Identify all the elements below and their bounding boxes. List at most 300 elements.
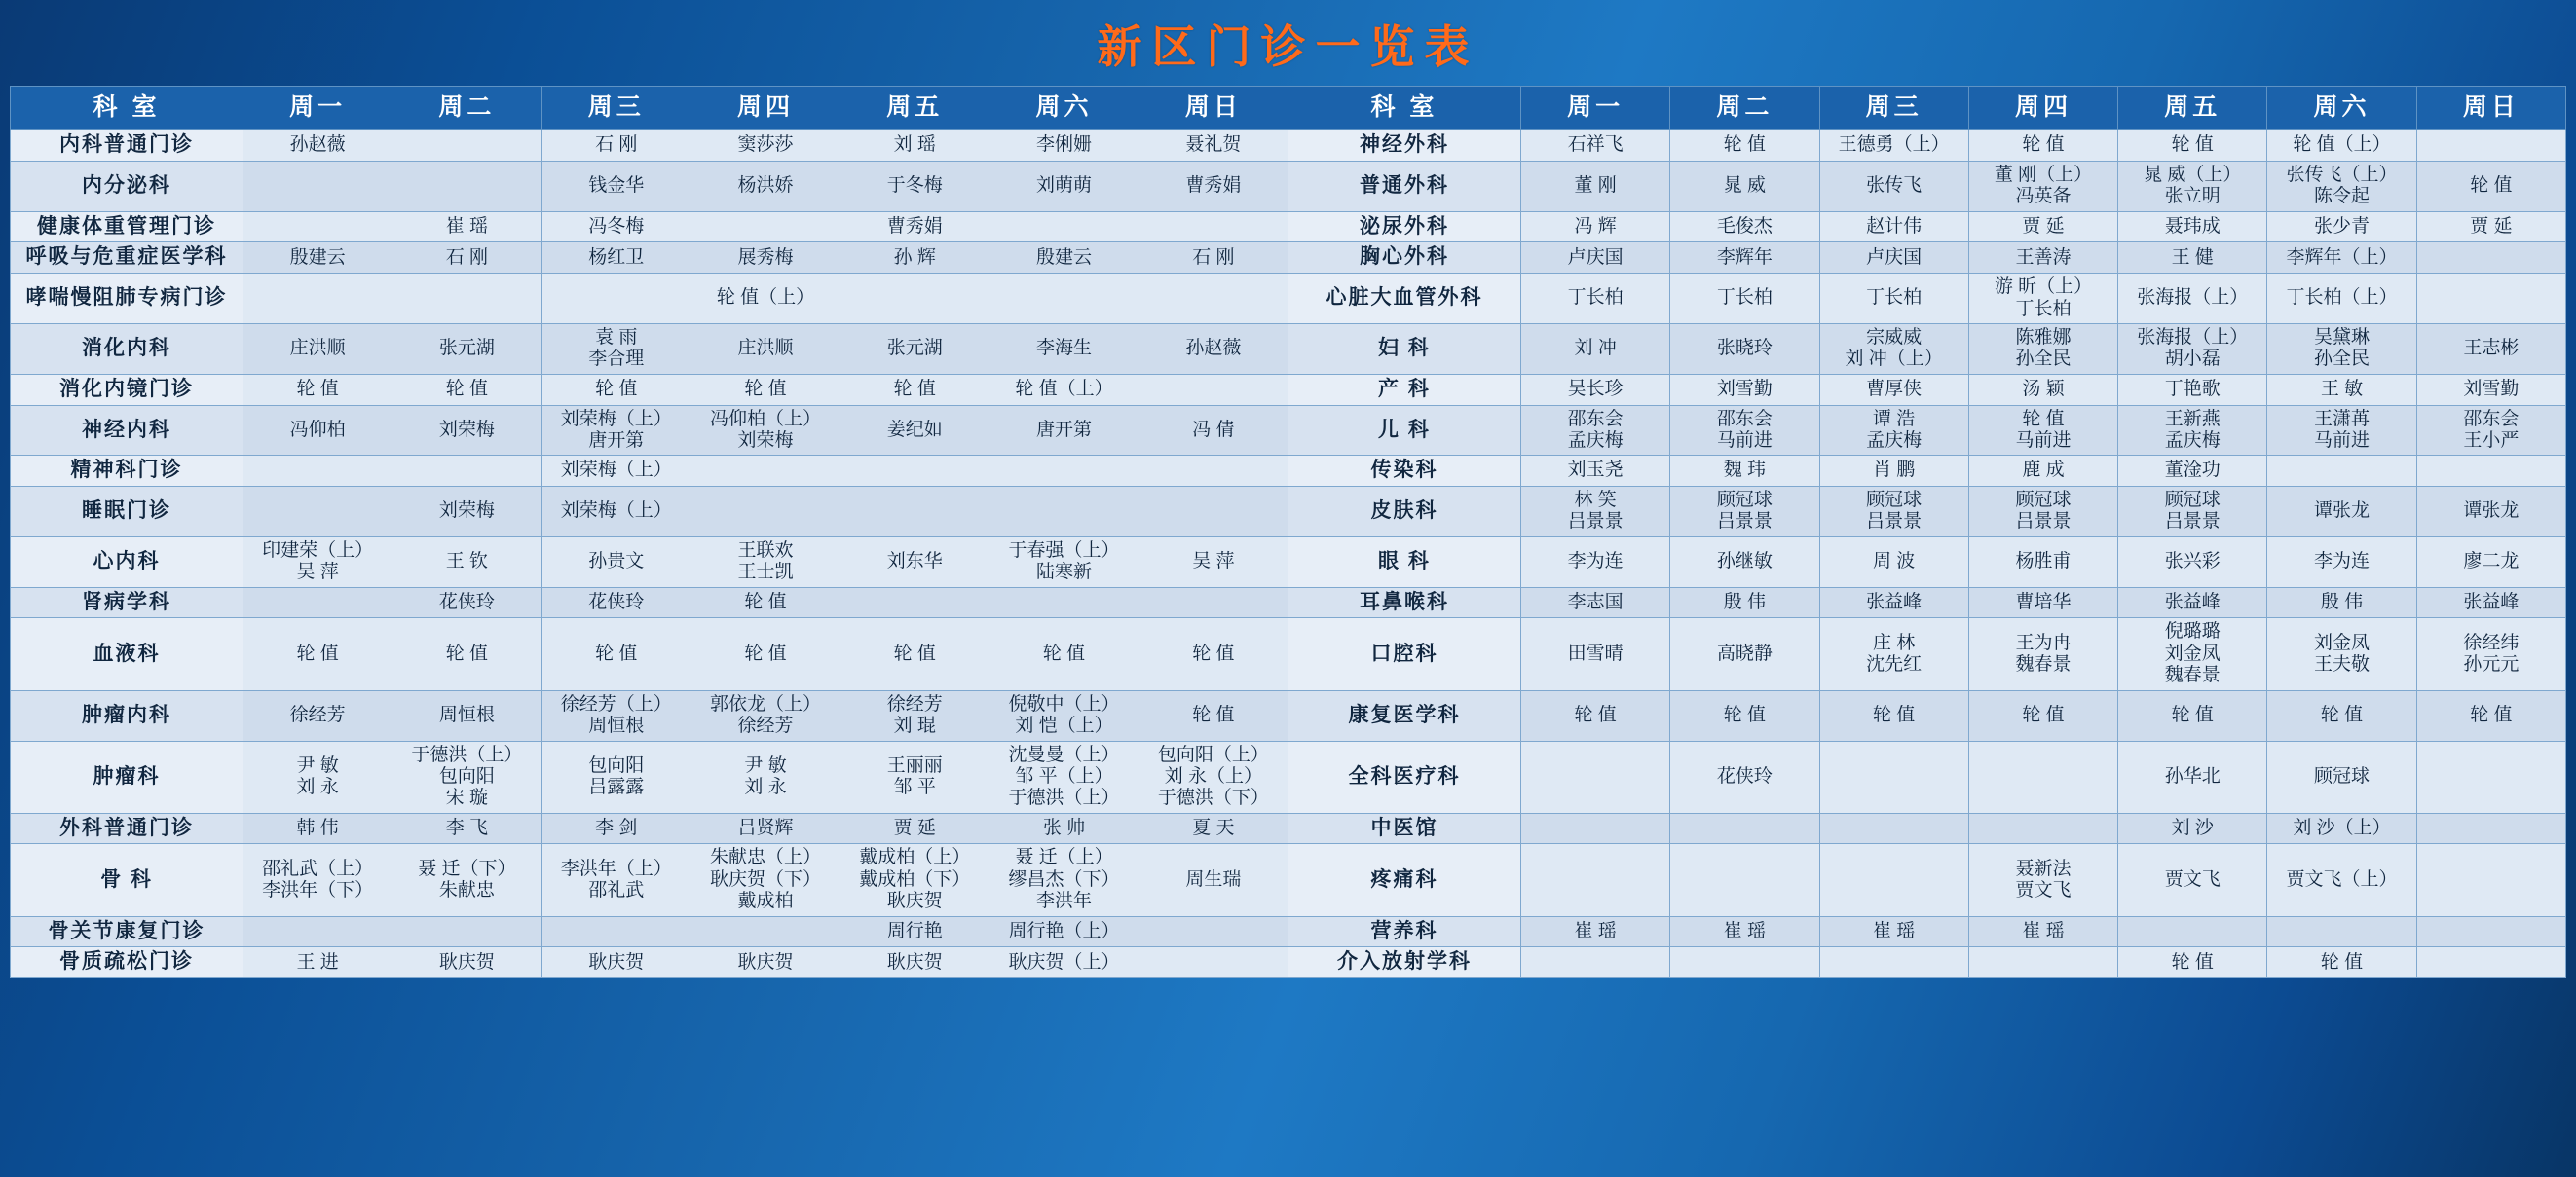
schedule-cell: 汤 颖 <box>1968 374 2117 405</box>
dept-cell-right: 胸心外科 <box>1288 242 1520 274</box>
schedule-cell: 贾 延 <box>2416 211 2565 242</box>
schedule-cell: 崔 瑶 <box>1670 916 1819 947</box>
schedule-cell <box>243 741 392 813</box>
schedule-cell: 谭张龙 <box>2267 487 2416 537</box>
schedule-cell <box>2416 405 2565 456</box>
cell-line: 徐经芳 <box>737 716 794 737</box>
table-row <box>11 813 2566 844</box>
schedule-cell: 张益峰 <box>2118 587 2267 618</box>
schedule-cell <box>691 456 840 487</box>
cell-line: 孙全民 <box>2015 349 2072 370</box>
outpatient-schedule-table <box>10 86 2566 978</box>
schedule-cell <box>243 161 392 211</box>
cell-line: 吴 萍 <box>296 562 339 583</box>
schedule-cell: 张益峰 <box>2416 587 2565 618</box>
schedule-cell <box>2416 130 2565 162</box>
cell-line: 倪敬中（上） <box>1008 693 1120 715</box>
schedule-cell: 聂礼贺 <box>1139 130 1288 162</box>
schedule-cell: 孙赵薇 <box>243 130 392 162</box>
dept-cell-left: 消化内镜门诊 <box>11 374 243 405</box>
schedule-cell: 贾文飞（上） <box>2267 844 2416 916</box>
schedule-cell <box>1968 741 2117 813</box>
schedule-cell <box>1968 947 2117 978</box>
cell-line: 顾冠球 <box>1866 490 1923 511</box>
cell-line: 邹 平 <box>893 777 936 798</box>
dept-cell-right: 营养科 <box>1288 916 1520 947</box>
dept-cell-right: 中医馆 <box>1288 813 1520 844</box>
schedule-cell: 李 剑 <box>541 813 691 844</box>
dept-cell-right: 疼痛科 <box>1288 844 1520 916</box>
cell-line: 戴成柏（上） <box>859 847 971 868</box>
table-row <box>11 844 2566 916</box>
dept-cell-left: 内分泌科 <box>11 161 243 211</box>
schedule-cell <box>840 274 989 324</box>
dept-cell-right: 耳鼻喉科 <box>1288 587 1520 618</box>
schedule-cell: 张晓玲 <box>1670 323 1819 374</box>
cell-line: 孟庆梅 <box>2164 429 2221 451</box>
dept-cell-left: 呼吸与危重症医学科 <box>11 242 243 274</box>
schedule-cell: 刘荣梅（上） <box>541 487 691 537</box>
schedule-cell: 刘 沙 <box>2118 813 2267 844</box>
schedule-cell: 赵计伟 <box>1819 211 1968 242</box>
schedule-cell <box>1819 323 1968 374</box>
cell-line: 刘 永 <box>744 777 787 798</box>
schedule-cell <box>1520 405 1669 456</box>
cell-line: 吴黛琳 <box>2314 326 2371 348</box>
cell-line: 王小严 <box>2463 429 2520 451</box>
schedule-cell: 卢庆国 <box>1819 242 1968 274</box>
schedule-cell: 董 刚 <box>1520 161 1669 211</box>
schedule-cell: 李辉年（上） <box>2267 242 2416 274</box>
cell-line: 张海报（上） <box>2137 326 2249 348</box>
cell-line: 孙全民 <box>2314 349 2371 370</box>
schedule-cell: 曹秀娟 <box>840 211 989 242</box>
cell-line: 吕露露 <box>588 777 645 798</box>
cell-line: 刘荣梅（上） <box>560 408 672 429</box>
schedule-cell <box>2416 456 2565 487</box>
table-row <box>11 323 2566 374</box>
schedule-cell: 廖二龙 <box>2416 536 2565 587</box>
schedule-cell <box>243 487 392 537</box>
cell-line: 王新燕 <box>2164 408 2221 429</box>
schedule-cell: 卢庆国 <box>1520 242 1669 274</box>
header-day-tue-left: 周二 <box>392 87 541 130</box>
cell-line: 顾冠球 <box>2164 490 2221 511</box>
cell-line: 邵礼武 <box>588 880 645 901</box>
schedule-cell: 丁长柏 <box>1819 274 1968 324</box>
schedule-table-wrapper <box>0 86 2576 978</box>
cell-line: 戴成柏 <box>737 891 794 912</box>
cell-line: 徐经芳 <box>886 693 943 715</box>
cell-line: 林 笑 <box>1574 490 1617 511</box>
schedule-cell <box>541 844 691 916</box>
cell-line: 朱献忠 <box>438 880 495 901</box>
table-row <box>11 587 2566 618</box>
schedule-cell <box>243 844 392 916</box>
schedule-cell: 钱金华 <box>541 161 691 211</box>
table-row <box>11 916 2566 947</box>
schedule-cell: 吴 萍 <box>1139 536 1288 587</box>
schedule-cell <box>2267 161 2416 211</box>
dept-cell-left: 消化内科 <box>11 323 243 374</box>
header-dept-left: 科 室 <box>11 87 243 130</box>
schedule-cell <box>2118 487 2267 537</box>
schedule-cell <box>1520 947 1669 978</box>
cell-line: 王夫敬 <box>2314 654 2371 676</box>
schedule-cell <box>541 405 691 456</box>
cell-line: 宋 璇 <box>445 788 489 809</box>
schedule-cell <box>1670 405 1819 456</box>
dept-cell-left: 心内科 <box>11 536 243 587</box>
schedule-cell: 殷 伟 <box>1670 587 1819 618</box>
table-row <box>11 487 2566 537</box>
cell-line: 庄 林 <box>1873 632 1916 653</box>
schedule-cell: 石祥飞 <box>1520 130 1669 162</box>
schedule-cell: 耿庆贺 <box>541 947 691 978</box>
cell-line: 游 昕（上） <box>1994 276 2093 298</box>
header-day-wed-right: 周三 <box>1819 87 1968 130</box>
schedule-cell <box>2416 618 2565 690</box>
header-day-thu-left: 周四 <box>691 87 840 130</box>
schedule-cell: 耿庆贺 <box>840 947 989 978</box>
dept-cell-right: 眼 科 <box>1288 536 1520 587</box>
schedule-cell <box>2416 274 2565 324</box>
cell-line: 刘金凤 <box>2164 643 2221 664</box>
schedule-cell: 轮 值 <box>1968 130 2117 162</box>
cell-line: 宗威威 <box>1866 326 1923 348</box>
cell-line: 刘 永 <box>296 777 339 798</box>
schedule-cell <box>840 690 989 741</box>
header-day-fri-right: 周五 <box>2118 87 2267 130</box>
dept-cell-right: 介入放射学科 <box>1288 947 1520 978</box>
header-day-sat-left: 周六 <box>989 87 1139 130</box>
schedule-cell: 张海报（上） <box>2118 274 2267 324</box>
cell-line: 邵东会 <box>1567 408 1624 429</box>
schedule-cell <box>840 487 989 537</box>
schedule-cell: 刘雪勤 <box>1670 374 1819 405</box>
schedule-cell: 张少青 <box>2267 211 2416 242</box>
schedule-cell <box>392 274 541 324</box>
schedule-cell: 丁长柏（上） <box>2267 274 2416 324</box>
schedule-cell <box>541 690 691 741</box>
table-row <box>11 405 2566 456</box>
schedule-cell <box>2416 813 2565 844</box>
schedule-cell: 张元湖 <box>392 323 541 374</box>
cell-line: 李洪年 <box>1036 891 1093 912</box>
schedule-cell <box>392 130 541 162</box>
cell-line: 李合理 <box>588 349 645 370</box>
schedule-cell: 丁长柏 <box>1670 274 1819 324</box>
table-row <box>11 161 2566 211</box>
schedule-cell: 刘东华 <box>840 536 989 587</box>
schedule-cell <box>1139 741 1288 813</box>
schedule-cell <box>1968 405 2117 456</box>
cell-line: 陈令起 <box>2314 186 2371 207</box>
schedule-cell: 轮 值 <box>1819 690 1968 741</box>
schedule-cell <box>989 211 1139 242</box>
schedule-cell: 李海生 <box>989 323 1139 374</box>
schedule-cell: 庄洪顺 <box>691 323 840 374</box>
schedule-cell <box>2118 161 2267 211</box>
cell-line: 邵东会 <box>1716 408 1773 429</box>
dept-cell-right: 普通外科 <box>1288 161 1520 211</box>
schedule-cell <box>989 587 1139 618</box>
cell-line: 于春强（上） <box>1008 539 1120 561</box>
cell-line: 马前进 <box>1716 429 1773 451</box>
schedule-cell <box>2416 916 2565 947</box>
schedule-cell: 刘 冲 <box>1520 323 1669 374</box>
schedule-cell: 轮 值（上） <box>691 274 840 324</box>
table-row <box>11 456 2566 487</box>
schedule-cell: 刘荣梅（上） <box>541 456 691 487</box>
schedule-cell <box>541 323 691 374</box>
cell-line: 孟庆梅 <box>1567 429 1624 451</box>
schedule-cell <box>691 916 840 947</box>
table-row <box>11 211 2566 242</box>
schedule-cell: 轮 值 <box>840 618 989 690</box>
schedule-cell <box>1819 618 1968 690</box>
schedule-cell <box>691 211 840 242</box>
cell-line: 张传飞（上） <box>2286 164 2398 185</box>
schedule-cell: 夏 天 <box>1139 813 1288 844</box>
schedule-cell: 轮 值 <box>2118 947 2267 978</box>
schedule-cell: 轮 值 <box>2118 130 2267 162</box>
cell-line: 邵礼武（上） <box>262 858 374 879</box>
schedule-cell <box>541 916 691 947</box>
cell-line: 沈先红 <box>1866 654 1923 676</box>
schedule-cell <box>1819 844 1968 916</box>
cell-line: 李洪年（上） <box>560 858 672 879</box>
schedule-cell <box>1139 274 1288 324</box>
dept-cell-left: 哮喘慢阻肺专病门诊 <box>11 274 243 324</box>
schedule-cell: 展秀梅 <box>691 242 840 274</box>
schedule-cell: 冯 倩 <box>1139 405 1288 456</box>
schedule-cell: 轮 值 <box>243 618 392 690</box>
schedule-cell: 肖 鹏 <box>1819 456 1968 487</box>
schedule-cell: 轮 值 <box>1670 690 1819 741</box>
schedule-cell: 杨洪娇 <box>691 161 840 211</box>
cell-line: 魏春景 <box>2015 654 2072 676</box>
schedule-cell <box>243 211 392 242</box>
cell-line: 吕景景 <box>2015 511 2072 533</box>
cell-line: 陆寒新 <box>1036 562 1093 583</box>
schedule-cell: 孙华北 <box>2118 741 2267 813</box>
cell-line: 包向阳（上） <box>1157 744 1269 765</box>
dept-cell-left: 外科普通门诊 <box>11 813 243 844</box>
schedule-cell <box>691 536 840 587</box>
schedule-cell: 聂玮成 <box>2118 211 2267 242</box>
schedule-cell <box>1670 487 1819 537</box>
schedule-cell: 周恒根 <box>392 690 541 741</box>
schedule-cell <box>1520 741 1669 813</box>
schedule-cell <box>989 741 1139 813</box>
schedule-cell: 贾文飞 <box>2118 844 2267 916</box>
schedule-cell: 周 波 <box>1819 536 1968 587</box>
schedule-cell <box>2118 618 2267 690</box>
schedule-cell <box>989 456 1139 487</box>
schedule-cell <box>2267 618 2416 690</box>
schedule-cell <box>243 456 392 487</box>
schedule-cell: 刘荣梅 <box>392 487 541 537</box>
schedule-cell: 魏 玮 <box>1670 456 1819 487</box>
schedule-cell <box>1139 916 1288 947</box>
schedule-cell: 曹秀娟 <box>1139 161 1288 211</box>
dept-cell-left: 血液科 <box>11 618 243 690</box>
schedule-cell: 刘玉尧 <box>1520 456 1669 487</box>
schedule-cell: 轮 值 <box>691 618 840 690</box>
header-day-sun-right: 周日 <box>2416 87 2565 130</box>
schedule-cell <box>2416 844 2565 916</box>
schedule-cell: 刘 沙（上） <box>2267 813 2416 844</box>
schedule-cell <box>1819 741 1968 813</box>
schedule-cell: 轮 值 <box>989 618 1139 690</box>
cell-line: 王士凯 <box>737 562 794 583</box>
cell-line: 包向阳 <box>588 754 645 776</box>
schedule-cell: 曹培华 <box>1968 587 2117 618</box>
schedule-cell: 孙 辉 <box>840 242 989 274</box>
schedule-cell: 轮 值 <box>1968 690 2117 741</box>
dept-cell-right: 心脏大血管外科 <box>1288 274 1520 324</box>
cell-line: 聂 迁（上） <box>1015 847 1113 868</box>
schedule-cell: 王善涛 <box>1968 242 2117 274</box>
schedule-cell: 耿庆贺 <box>691 947 840 978</box>
schedule-cell <box>1819 947 1968 978</box>
schedule-cell: 轮 值 <box>2267 690 2416 741</box>
schedule-cell: 杨胜甫 <box>1968 536 2117 587</box>
dept-cell-right: 神经外科 <box>1288 130 1520 162</box>
header-dept-right: 科 室 <box>1288 87 1520 130</box>
schedule-cell <box>392 161 541 211</box>
dept-cell-left: 肿瘤科 <box>11 741 243 813</box>
dept-cell-left: 睡眠门诊 <box>11 487 243 537</box>
schedule-cell: 冯 辉 <box>1520 211 1669 242</box>
cell-line: 顾冠球 <box>2015 490 2072 511</box>
schedule-cell <box>1968 487 2117 537</box>
schedule-cell: 丁艳歌 <box>2118 374 2267 405</box>
schedule-cell <box>1968 323 2117 374</box>
table-row <box>11 618 2566 690</box>
cell-line: 刘 永（上） <box>1164 765 1262 787</box>
cell-line: 戴成柏（下） <box>859 868 971 890</box>
schedule-cell: 轮 值 <box>2267 947 2416 978</box>
dept-cell-left: 肿瘤内科 <box>11 690 243 741</box>
schedule-cell <box>691 690 840 741</box>
cell-line: 朱献忠（上） <box>709 847 821 868</box>
schedule-cell <box>691 487 840 537</box>
dept-cell-right: 康复医学科 <box>1288 690 1520 741</box>
dept-cell-left: 骨关节康复门诊 <box>11 916 243 947</box>
header-day-wed-left: 周三 <box>541 87 691 130</box>
schedule-cell <box>691 844 840 916</box>
table-row <box>11 947 2566 978</box>
cell-line: 邹 平（上） <box>1015 765 1113 787</box>
schedule-cell: 李 飞 <box>392 813 541 844</box>
schedule-cell <box>989 536 1139 587</box>
schedule-cell: 轮 值 <box>392 374 541 405</box>
schedule-cell <box>1968 813 2117 844</box>
schedule-cell: 轮 值 <box>1520 690 1669 741</box>
dept-cell-left: 健康体重管理门诊 <box>11 211 243 242</box>
schedule-cell: 崔 瑶 <box>392 211 541 242</box>
schedule-cell <box>2267 405 2416 456</box>
cell-line: 聂 迁（下） <box>418 858 516 879</box>
cell-line: 郭依龙（上） <box>709 693 821 715</box>
cell-line: 刘 琨 <box>893 716 936 737</box>
schedule-cell: 刘萌萌 <box>989 161 1139 211</box>
schedule-cell: 毛俊杰 <box>1670 211 1819 242</box>
table-row <box>11 741 2566 813</box>
schedule-cell: 张 帅 <box>989 813 1139 844</box>
cell-line: 刘 冲（上） <box>1845 349 1943 370</box>
cell-line: 李洪年（下） <box>262 880 374 901</box>
cell-line: 董 刚（上） <box>1994 164 2093 185</box>
dept-cell-left: 内科普通门诊 <box>11 130 243 162</box>
schedule-cell <box>1819 813 1968 844</box>
schedule-cell: 轮 值 <box>1139 690 1288 741</box>
dept-cell-right: 皮肤科 <box>1288 487 1520 537</box>
schedule-cell: 轮 值 <box>691 587 840 618</box>
schedule-cell: 王志彬 <box>2416 323 2565 374</box>
schedule-cell <box>840 741 989 813</box>
cell-line: 谭 浩 <box>1873 408 1916 429</box>
schedule-cell <box>2118 916 2267 947</box>
schedule-cell: 崔 瑶 <box>1819 916 1968 947</box>
schedule-cell <box>1819 487 1968 537</box>
cell-line: 倪璐璐 <box>2164 621 2221 643</box>
cell-line: 耿庆贺（下） <box>709 868 821 890</box>
schedule-cell: 崔 瑶 <box>1520 916 1669 947</box>
cell-line: 胡小磊 <box>2164 349 2221 370</box>
schedule-cell <box>243 536 392 587</box>
schedule-cell: 花侠玲 <box>392 587 541 618</box>
cell-line: 魏春景 <box>2164 665 2221 686</box>
schedule-cell: 晁 威 <box>1670 161 1819 211</box>
cell-line: 吕景景 <box>2164 511 2221 533</box>
schedule-cell: 冯冬梅 <box>541 211 691 242</box>
schedule-cell: 轮 值 <box>840 374 989 405</box>
cell-line: 晁 威（上） <box>2144 164 2242 185</box>
schedule-cell: 周行艳（上） <box>989 916 1139 947</box>
cell-line: 刘 恺（上） <box>1015 716 1113 737</box>
dept-cell-left: 骨质疏松门诊 <box>11 947 243 978</box>
table-row <box>11 242 2566 274</box>
schedule-cell <box>1968 844 2117 916</box>
dept-cell-right: 口腔科 <box>1288 618 1520 690</box>
schedule-cell: 轮 值 <box>541 618 691 690</box>
schedule-cell <box>1520 813 1669 844</box>
cell-line: 陈雅娜 <box>2015 326 2072 348</box>
schedule-cell: 轮 值（上） <box>2267 130 2416 162</box>
schedule-cell: 窦莎莎 <box>691 130 840 162</box>
schedule-cell <box>1968 161 2117 211</box>
cell-line: 耿庆贺 <box>886 891 943 912</box>
header-day-sat-right: 周六 <box>2267 87 2416 130</box>
cell-line: 印建荣（上） <box>262 539 374 561</box>
cell-line: 徐经纬 <box>2463 632 2520 653</box>
schedule-cell: 姜纪如 <box>840 405 989 456</box>
schedule-cell <box>2267 323 2416 374</box>
schedule-cell <box>1520 487 1669 537</box>
schedule-cell: 孙赵薇 <box>1139 323 1288 374</box>
schedule-cell: 贾 延 <box>840 813 989 844</box>
schedule-cell: 刘荣梅 <box>392 405 541 456</box>
schedule-cell <box>243 916 392 947</box>
schedule-cell: 崔 瑶 <box>1968 916 2117 947</box>
schedule-cell: 李俐姗 <box>989 130 1139 162</box>
cell-line: 于德洪（上） <box>411 744 523 765</box>
cell-line: 刘荣梅 <box>737 429 794 451</box>
header-day-fri-left: 周五 <box>840 87 989 130</box>
